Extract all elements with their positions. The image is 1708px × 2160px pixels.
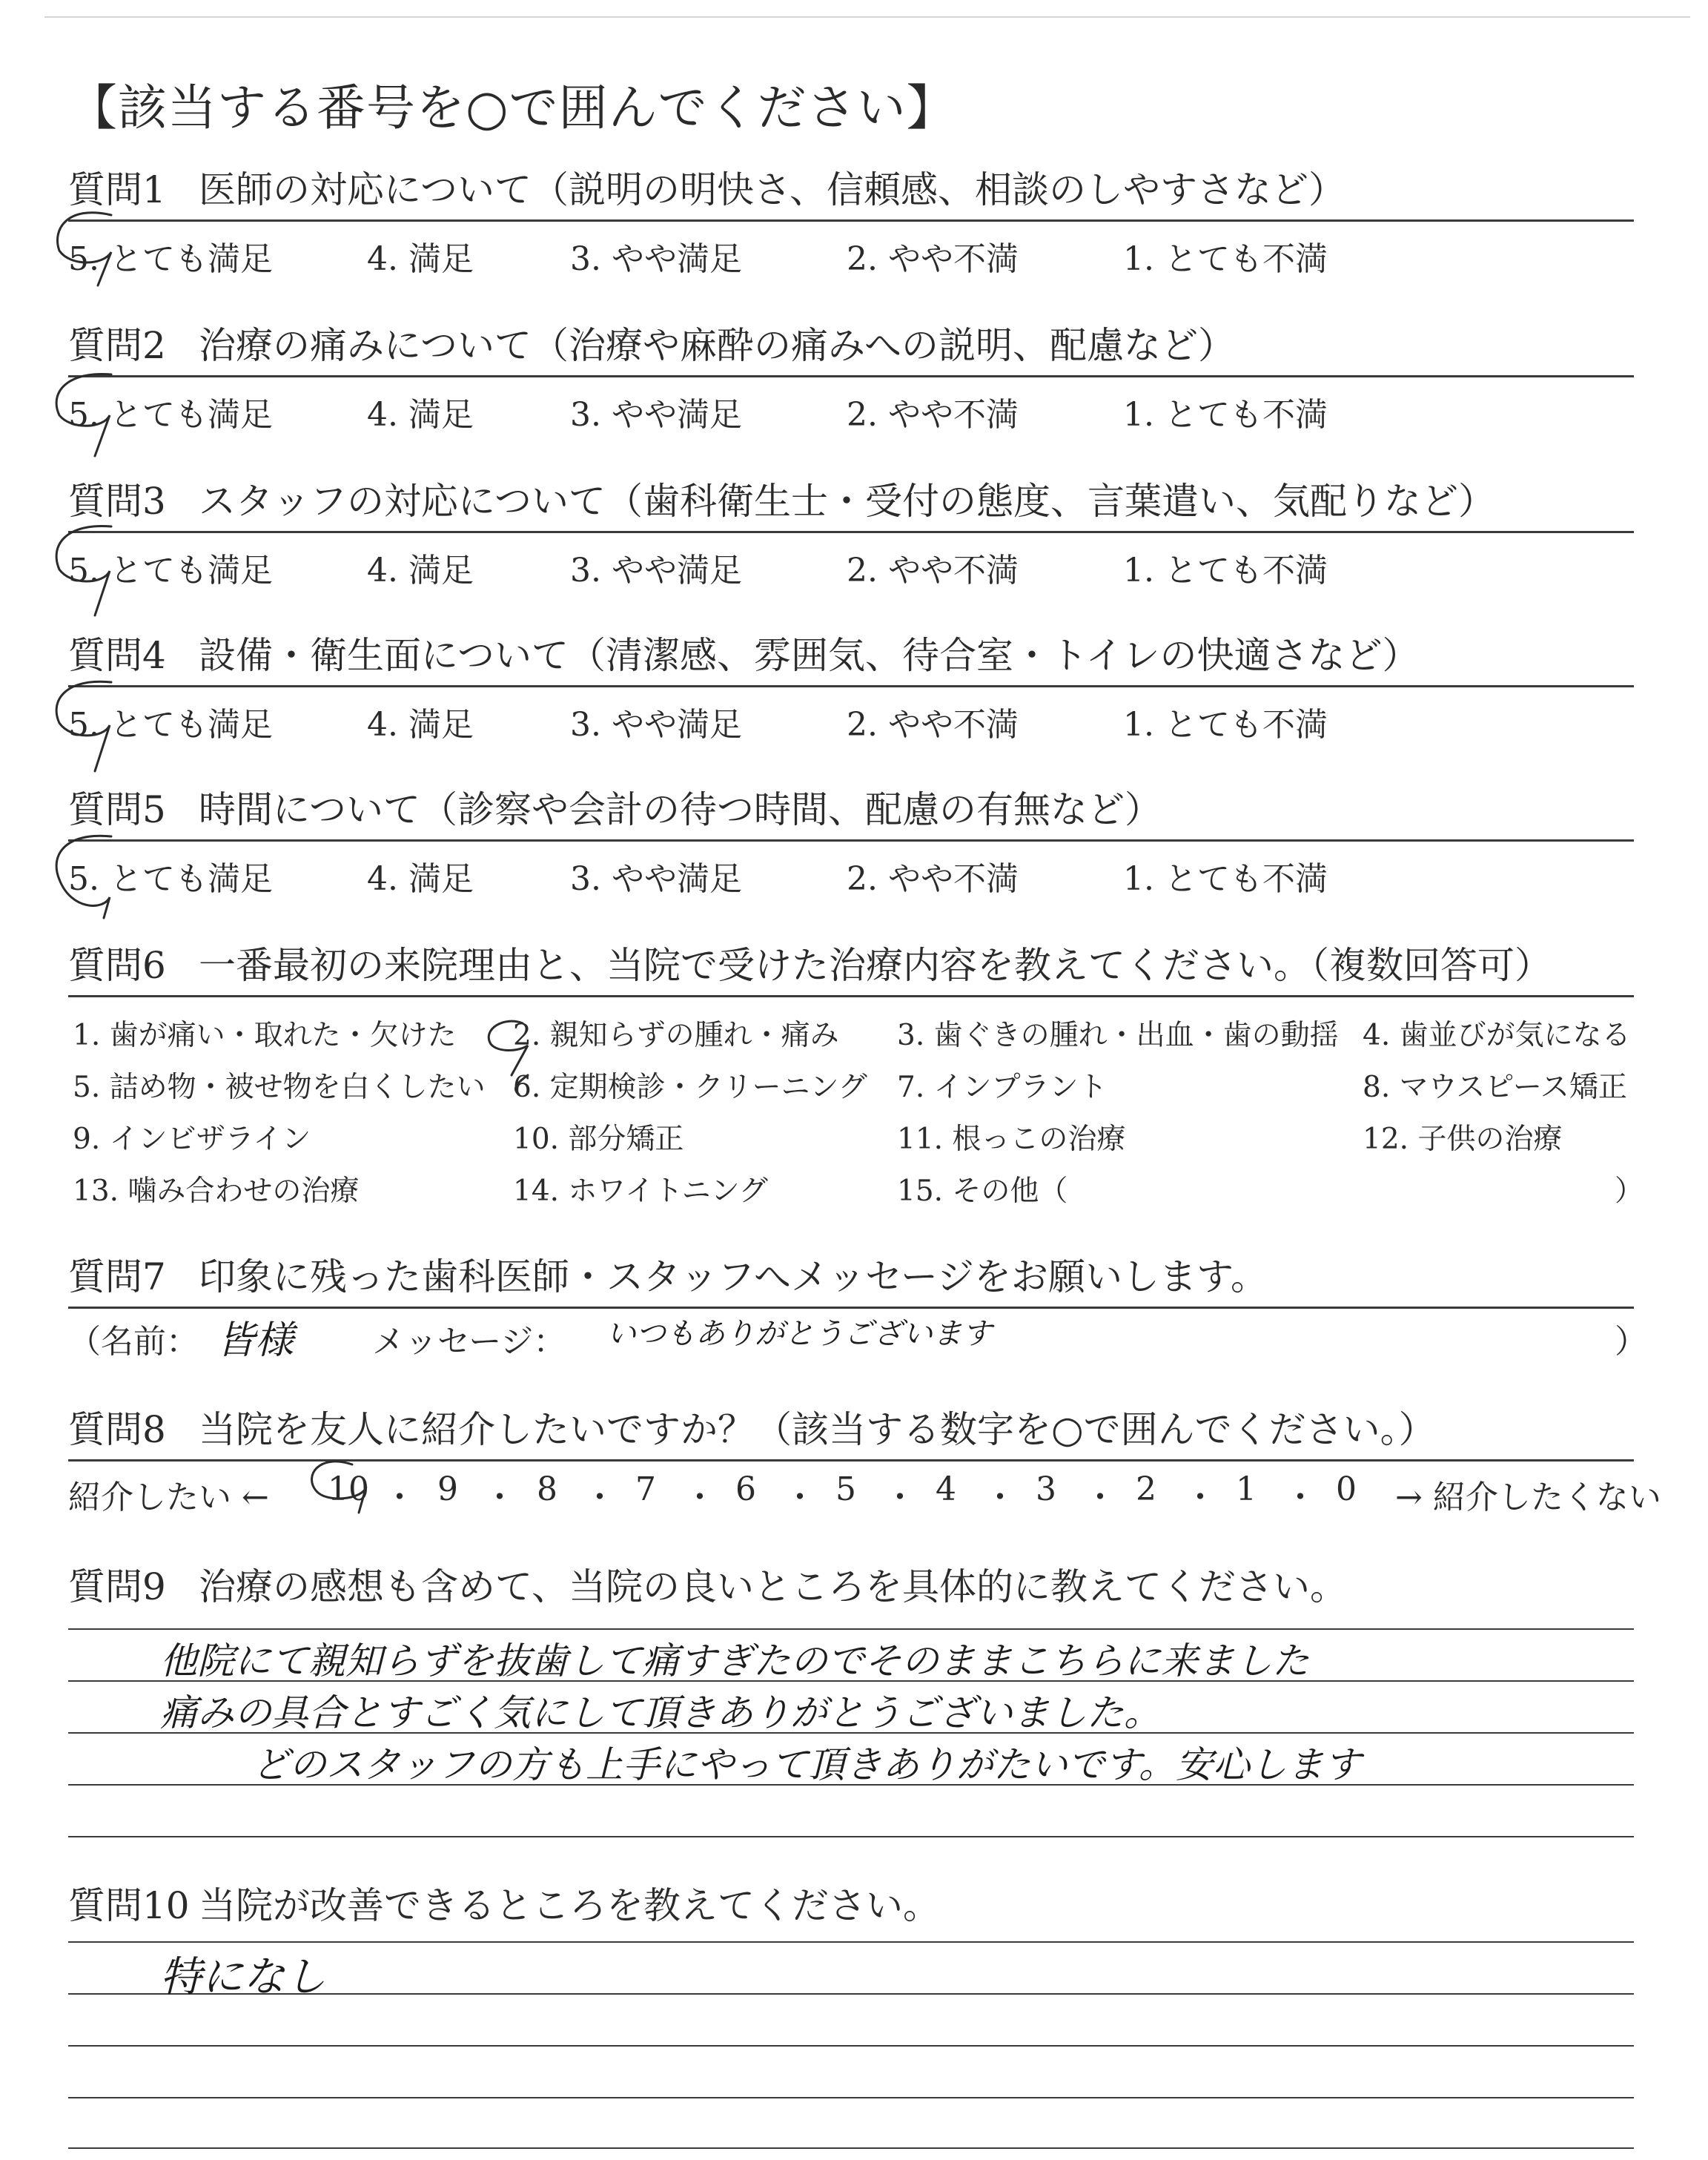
scale-value-7[interactable]: 7 xyxy=(635,1470,656,1508)
question-number: 質問8 xyxy=(68,1408,166,1451)
scale-value-5[interactable]: 5 xyxy=(835,1470,856,1508)
message-row xyxy=(68,1309,1647,1363)
rating-option-3[interactable]: 3. やや満足 xyxy=(570,706,742,744)
scale-value-3[interactable]: 3 xyxy=(1036,1470,1056,1508)
scale-right-label: → 紹介したくない xyxy=(1395,1479,1661,1516)
scale-dot: ・ xyxy=(583,1479,616,1516)
treatment-option-9[interactable]: 9. インビザライン xyxy=(73,1123,311,1156)
page-title: 【該当する番号を○で囲んでください】 xyxy=(68,79,956,136)
treatment-option-12[interactable]: 12. 子供の治療 xyxy=(1363,1123,1563,1156)
scale-value-8[interactable]: 8 xyxy=(537,1470,557,1508)
scale-value-10[interactable]: 10 xyxy=(328,1470,369,1508)
rating-options xyxy=(68,377,1634,437)
question-1 xyxy=(68,160,1634,281)
question-number: 質問4 xyxy=(68,634,166,677)
rating-options xyxy=(68,533,1634,592)
scale-value-4[interactable]: 4 xyxy=(936,1470,956,1508)
question-7-header xyxy=(68,1247,1634,1307)
rating-option-1[interactable]: 1. とても不満 xyxy=(1123,396,1328,434)
rating-option-5[interactable]: 5. とても満足 xyxy=(68,396,273,434)
scale-dot: ・ xyxy=(1184,1479,1217,1516)
question-4-header xyxy=(68,626,1634,685)
question-5-header xyxy=(68,780,1634,839)
question-2 xyxy=(68,316,1634,437)
treatment-option-1[interactable]: 1. 歯が痛い・取れた・欠けた xyxy=(73,1019,457,1052)
q9-answer-line-1[interactable]: 他院にて親知らずを抜歯して痛すぎたのでそのままこちらに来ました xyxy=(160,1639,1309,1682)
rating-option-2[interactable]: 2. やや不満 xyxy=(847,552,1019,589)
q10-answer[interactable]: 特になし xyxy=(160,1953,326,2001)
treatment-option-14[interactable]: 14. ホワイトニング xyxy=(513,1175,768,1208)
answer-rule xyxy=(68,1836,1634,1837)
question-number: 質問5 xyxy=(68,788,166,831)
scale-value-2[interactable]: 2 xyxy=(1136,1470,1156,1508)
question-number: 質問3 xyxy=(68,480,166,523)
name-label: （名前： xyxy=(68,1323,199,1361)
question-6-header xyxy=(68,936,1634,995)
question-number: 質問6 xyxy=(68,944,166,987)
scale-dot: ・ xyxy=(683,1479,716,1516)
treatment-options-grid xyxy=(68,997,1644,1212)
question-text: 印象に残った歯科医師・スタッフへメッセージをお願いします。 xyxy=(199,1255,1268,1298)
question-6 xyxy=(68,936,1644,1212)
treatment-option-4[interactable]: 4. 歯並びが気になる xyxy=(1363,1019,1631,1052)
rating-option-5[interactable]: 5. とても満足 xyxy=(68,552,273,589)
question-9 xyxy=(68,1557,1634,1616)
top-edge-line xyxy=(44,16,1690,18)
rating-option-2[interactable]: 2. やや不満 xyxy=(847,396,1019,434)
answer-rule xyxy=(68,2147,1634,2149)
scale-left-label: 紹介したい ← xyxy=(68,1479,269,1516)
message-label: メッセージ： xyxy=(372,1323,566,1361)
question-text: 一番最初の来院理由と、当院で受けた治療内容を教えてください。（複数回答可） xyxy=(199,944,1552,987)
question-8 xyxy=(68,1400,1661,1516)
treatment-option-10[interactable]: 10. 部分矯正 xyxy=(513,1123,684,1156)
scale-value-9[interactable]: 9 xyxy=(437,1470,458,1508)
question-text: 治療の感想も含めて、当院の良いところを具体的に教えてください。 xyxy=(199,1565,1347,1608)
question-10 xyxy=(68,1876,1634,1935)
rating-option-4[interactable]: 4. 満足 xyxy=(367,706,474,744)
treatment-option-6[interactable]: 6. 定期検診・クリーニング xyxy=(513,1071,867,1104)
question-text: 治療の痛みについて（治療や麻酔の痛みへの説明、配慮など） xyxy=(199,324,1235,367)
answer-rule xyxy=(68,1941,1634,1943)
message-field[interactable]: いつもありがとうございます xyxy=(606,1317,992,1351)
scale-dot: ・ xyxy=(984,1479,1016,1516)
question-3 xyxy=(68,472,1634,592)
question-text: 設備・衛生面について（清潔感、雰囲気、待合室・トイレの快適さなど） xyxy=(199,634,1420,677)
question-8-header xyxy=(68,1400,1634,1459)
question-text: スタッフの対応について（歯科衛生士・受付の態度、言葉遣い、気配りなど） xyxy=(199,480,1495,523)
rating-option-4[interactable]: 4. 満足 xyxy=(367,240,474,278)
rating-option-3[interactable]: 3. やや満足 xyxy=(570,552,742,589)
scale-dot: ・ xyxy=(784,1479,816,1516)
rating-option-4[interactable]: 4. 満足 xyxy=(367,396,474,434)
rating-option-2[interactable]: 2. やや不満 xyxy=(847,240,1019,278)
answer-rule xyxy=(68,1628,1634,1630)
question-3-header xyxy=(68,472,1634,531)
question-10-header xyxy=(68,1876,1634,1935)
treatment-option-5[interactable]: 5. 詰め物・被せ物を白くしたい xyxy=(73,1071,486,1104)
rating-option-4[interactable]: 4. 満足 xyxy=(367,860,474,898)
scale-dot: ・ xyxy=(483,1479,516,1516)
rating-option-5[interactable]: 5. とても満足 xyxy=(68,240,273,278)
rating-option-1[interactable]: 1. とても不満 xyxy=(1123,240,1328,278)
question-9-header xyxy=(68,1557,1634,1616)
answer-rule xyxy=(68,2097,1634,2098)
question-4 xyxy=(68,626,1634,747)
name-field[interactable]: 皆様 xyxy=(216,1318,294,1363)
rating-option-2[interactable]: 2. やや不満 xyxy=(847,706,1019,744)
rating-option-4[interactable]: 4. 満足 xyxy=(367,552,474,589)
question-5 xyxy=(68,780,1634,901)
rating-option-5[interactable]: 5. とても満足 xyxy=(68,706,273,744)
rating-option-3[interactable]: 3. やや満足 xyxy=(570,860,742,898)
rating-option-5[interactable]: 5. とても満足 xyxy=(68,860,273,898)
rating-option-1[interactable]: 1. とても不満 xyxy=(1123,706,1328,744)
q9-answer-line-2[interactable]: 痛みの具合とすごく気にして頂きありがとうございました。 xyxy=(160,1691,1161,1734)
question-number: 質問9 xyxy=(68,1565,166,1608)
question-7 xyxy=(68,1247,1647,1363)
answer-rule xyxy=(68,2045,1634,2047)
scale-dot: ・ xyxy=(1084,1479,1116,1516)
treatment-option-15[interactable]: 15. その他（ xyxy=(897,1175,1068,1208)
question-2-header xyxy=(68,316,1634,375)
scale-value-6[interactable]: 6 xyxy=(735,1470,756,1508)
rating-option-3[interactable]: 3. やや満足 xyxy=(570,396,742,434)
rating-options xyxy=(68,222,1634,281)
question-number: 質問7 xyxy=(68,1255,166,1298)
question-number: 質問1 xyxy=(68,168,166,211)
rating-option-1[interactable]: 1. とても不満 xyxy=(1123,552,1328,589)
scale-dot: ・ xyxy=(383,1479,416,1516)
rating-option-1[interactable]: 1. とても不満 xyxy=(1123,860,1328,898)
rating-options xyxy=(68,842,1634,901)
treatment-option-3[interactable]: 3. 歯ぐきの腫れ・出血・歯の動揺 xyxy=(897,1019,1339,1052)
question-number: 質問2 xyxy=(68,324,166,367)
other-close-paren: ） xyxy=(1615,1175,1644,1208)
question-number: 質問10 xyxy=(68,1884,190,1927)
q9-answer-line-3[interactable]: どのスタッフの方も上手にやって頂きありがたいです。安心します xyxy=(252,1743,1361,1786)
recommend-scale xyxy=(68,1462,1661,1516)
message-close-paren: ） xyxy=(1615,1323,1647,1361)
scale-dot: ・ xyxy=(884,1479,916,1516)
question-text: 当院が改善できるところを教えてください。 xyxy=(199,1884,940,1927)
treatment-option-13[interactable]: 13. 噛み合わせの治療 xyxy=(73,1175,360,1208)
question-1-header xyxy=(68,160,1634,219)
question-text: 当院を友人に紹介したいですか？（該当する数字を○で囲んでください。） xyxy=(199,1408,1436,1451)
rating-option-3[interactable]: 3. やや満足 xyxy=(570,240,742,278)
scale-value-1[interactable]: 1 xyxy=(1236,1470,1257,1508)
treatment-option-11[interactable]: 11. 根っこの治療 xyxy=(897,1123,1126,1156)
question-text: 時間について（診察や会計の待つ時間、配慮の有無など） xyxy=(199,788,1162,831)
treatment-option-7[interactable]: 7. インプラント xyxy=(897,1071,1108,1104)
rating-option-2[interactable]: 2. やや不満 xyxy=(847,860,1019,898)
scale-value-0[interactable]: 0 xyxy=(1336,1470,1357,1508)
treatment-option-8[interactable]: 8. マウスピース矯正 xyxy=(1363,1071,1627,1104)
rating-options xyxy=(68,687,1634,747)
treatment-option-2[interactable]: 2. 親知らずの腫れ・痛み xyxy=(513,1019,839,1052)
question-text: 医師の対応について（説明の明快さ、信頼感、相談のしやすさなど） xyxy=(199,168,1345,211)
scale-dot: ・ xyxy=(1284,1479,1317,1516)
